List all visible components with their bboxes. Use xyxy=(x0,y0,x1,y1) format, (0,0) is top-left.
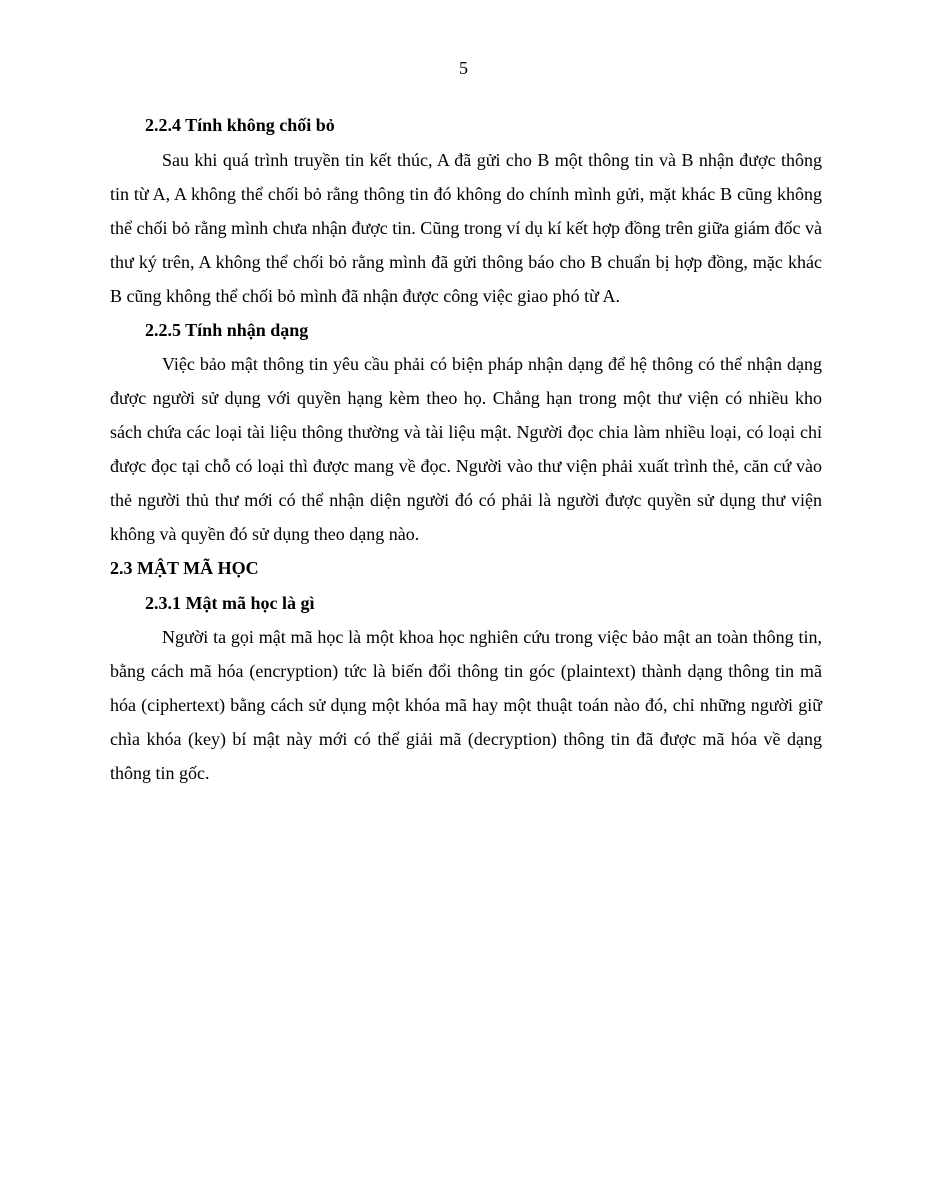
section-paragraph-2-2-5: Việc bảo mật thông tin yêu cầu phải có biện pháp nhận dạng để hệ thông có thể nhận dạng được người sử dụng với quyền hạng kèm theo họ. Chẳng hạn trong một thư viện có nhiều kho sách chứa các loại tài liệu thông thường và tài liệu mật. Người đọc chia làm nhiều loại, có loại chỉ được đọc tại chỗ có loại thì được mang về đọc. Người vào thư viện phải xuất trình thẻ, căn cứ vào thẻ người thủ thư mới có thể nhận diện người đó có phải là người được quyền sử dụng thư viện không và quyền đó sử dụng theo dạng nào. xyxy=(110,354,822,544)
page-number: 5 xyxy=(459,58,468,78)
document-body xyxy=(110,108,822,790)
section-heading-2-3-1: 2.3.1 Mật mã học là gì xyxy=(145,592,315,613)
section-heading-2-2-5: 2.2.5 Tính nhận dạng xyxy=(145,319,309,340)
section-paragraph-2-2-4: Sau khi quá trình truyền tin kết thúc, A đã gửi cho B một thông tin và B nhận được thông tin từ A, A không thể chối bỏ rằng thông tin đó không do chính mình gửi, mặt khác B cũng không thể chối bỏ rằng mình chưa nhận được tin. Cũng trong ví dụ kí kết hợp đồng trên giữa giám đốc và thư ký trên, A không thể chối bỏ rằng mình đã gửi thông báo cho B chuẩn bị hợp đồng, mặc khác B cũng không thể chối bỏ mình đã nhận được công việc giao phó từ A. xyxy=(110,149,822,306)
section-heading-2-3: 2.3 MẬT MÃ HỌC xyxy=(110,558,259,578)
section-heading-2-2-4: 2.2.4 Tính không chối bỏ xyxy=(145,115,335,135)
section-paragraph-2-3-1: Người ta gọi mật mã học là một khoa học nghiên cứu trong việc bảo mật an toàn thông tin, bằng cách mã hóa (encryption) tức là biến đổi thông tin góc (plaintext) thành dạng thông tin mã hóa (ciphertext) bằng cách sử dụng một khóa mã hay một thuật toán nào đó, chỉ những người giữ chìa khóa (key) bí mật này mới có thể giải mã (decryption) thông tin đã được mã hóa về dạng thông tin gốc. xyxy=(110,627,822,783)
